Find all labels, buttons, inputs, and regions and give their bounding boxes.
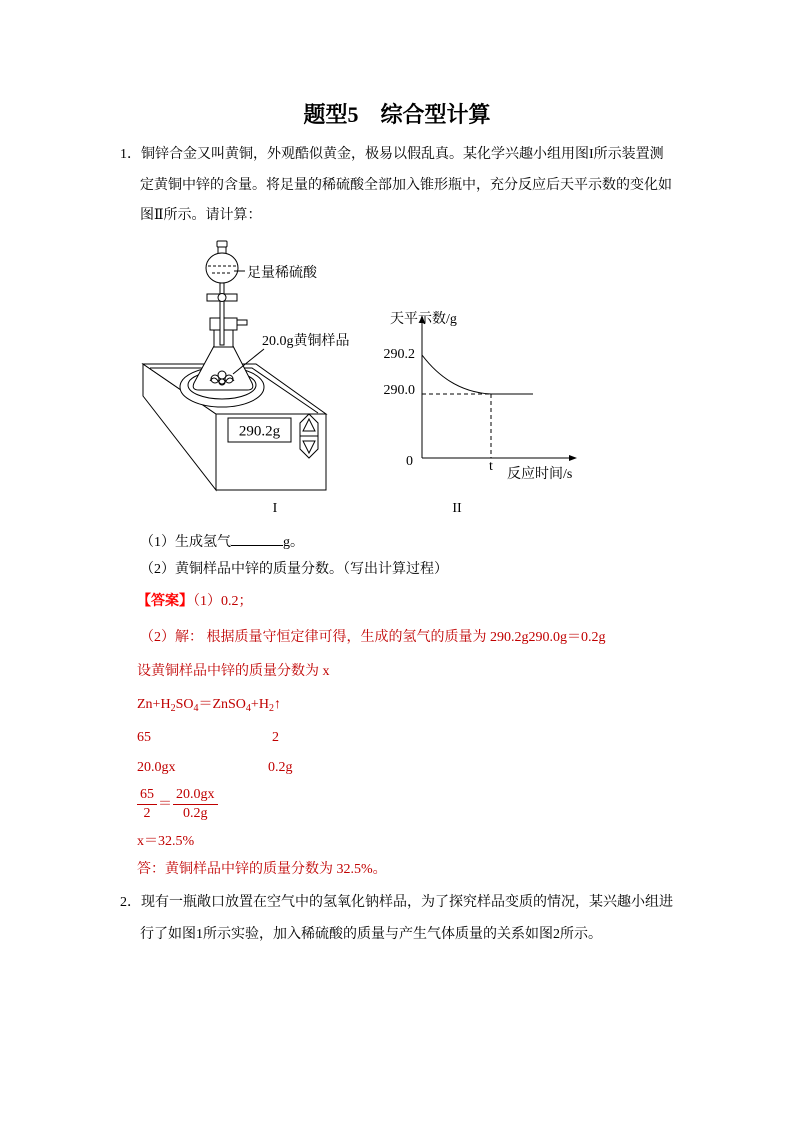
x-axis-arrow-icon (569, 455, 577, 461)
funnel-top-stopper (217, 241, 227, 247)
figure-2-caption: II (452, 501, 462, 516)
equation-subscript: 4 (193, 703, 199, 714)
y-tick-290-2: 290.2 (383, 347, 415, 362)
equation-part: ＝ZnSO (198, 697, 246, 712)
fraction-right-numerator: 20.0gx (173, 786, 218, 805)
x-tick-t: t (489, 459, 493, 474)
fraction-left-denominator: 2 (143, 806, 151, 821)
equation-subscript: 2 (170, 703, 176, 714)
figure-1-caption: I (272, 501, 278, 516)
equation-part: +H (250, 697, 269, 712)
funnel-stopcock-knob (218, 294, 226, 302)
flask-side-tube (237, 320, 247, 325)
y-axis-label: 天平示数/g (390, 312, 457, 327)
answer-header (137, 592, 253, 612)
ratio-row-2-right: 0.2g (268, 760, 293, 775)
answer-result: x＝32.5% (137, 834, 195, 849)
question-1-number: 1． (120, 147, 141, 162)
mass-curve (422, 355, 533, 394)
sample-label: 20.0g黄铜样品 (262, 334, 350, 349)
fraction-left (137, 786, 157, 823)
equation-subscript: 2 (268, 703, 274, 714)
balance-display-reading: 290.2g (238, 423, 281, 440)
answer-let-statement: 设黄铜样品中锌的质量分数为 x (137, 664, 330, 679)
sub-question-1-text: （1）生成氢气 (140, 535, 231, 550)
question-2-line-2: 行了如图1所示实验，加入稀硫酸的质量与产生气体质量的关系如图2所示。 (140, 927, 602, 942)
answer-conclusion: 答：黄铜样品中锌的质量分数为 32.5%。 (137, 862, 387, 877)
proportion-equation (137, 786, 218, 823)
sub-question-1 (140, 530, 304, 553)
ratio-row-1-left: 65 (137, 730, 151, 745)
fraction-right-denominator: 0.2g (183, 806, 208, 821)
acid-label: 足量稀硫酸 (247, 266, 317, 281)
figure-2-graph (384, 310, 578, 516)
chemical-equation (137, 695, 281, 715)
answer-part-2: （2）解： 根据质量守恒定律可得，生成的氢气的质量为 290.2g290.0g＝0.2g (140, 630, 606, 645)
funnel-bulb (206, 253, 238, 283)
answer-part-1: （1）0.2； (193, 594, 253, 609)
sub-question-2: （2）黄铜样品中锌的质量分数。（写出计算过程） (140, 562, 448, 577)
origin-label: 0 (406, 454, 413, 469)
balance-button (300, 414, 318, 458)
question-1-figures (130, 232, 590, 522)
equation-part: SO (175, 697, 194, 712)
y-tick-290-0: 290.0 (383, 383, 415, 398)
question-1-line-3: 图Ⅱ所示。请计算： (140, 208, 262, 223)
x-axis-label: 反应时间/s (507, 467, 573, 482)
gas-arrow-icon: ↑ (273, 697, 281, 712)
fraction-right (173, 786, 218, 823)
answer-blank (231, 530, 283, 546)
question-1-line-2: 定黄铜中锌的含量。将足量的稀硫酸全部加入锥形瓶中，充分反应后天平示数的变化如 (140, 178, 672, 193)
question-2-line-1: 现有一瓶敞口放置在空气中的氢氧化钠样品，为了探究样品变质的情况，某兴趣小组进 (141, 895, 673, 910)
page-title: 题型5 综合型计算 (303, 102, 491, 127)
ratio-row-2-left: 20.0gx (137, 760, 176, 775)
equation-subscript: 4 (245, 703, 251, 714)
answer-label: 【答案】 (137, 594, 193, 609)
question-2-number: 2． (120, 895, 141, 910)
question-1-line-1: 铜锌合金又叫黄铜，外观酷似黄金，极易以假乱真。某化学兴趣小组用图I所示装置测 (141, 147, 664, 162)
fraction-left-numerator: 65 (137, 786, 157, 805)
sub-question-1-unit: g。 (283, 535, 304, 550)
figure-1-apparatus (143, 241, 350, 516)
equation-part: Zn+H (137, 697, 171, 712)
ratio-row-1-right: 2 (272, 730, 279, 745)
equals-sign: ＝ (158, 796, 172, 812)
funnel-stem (220, 283, 224, 345)
